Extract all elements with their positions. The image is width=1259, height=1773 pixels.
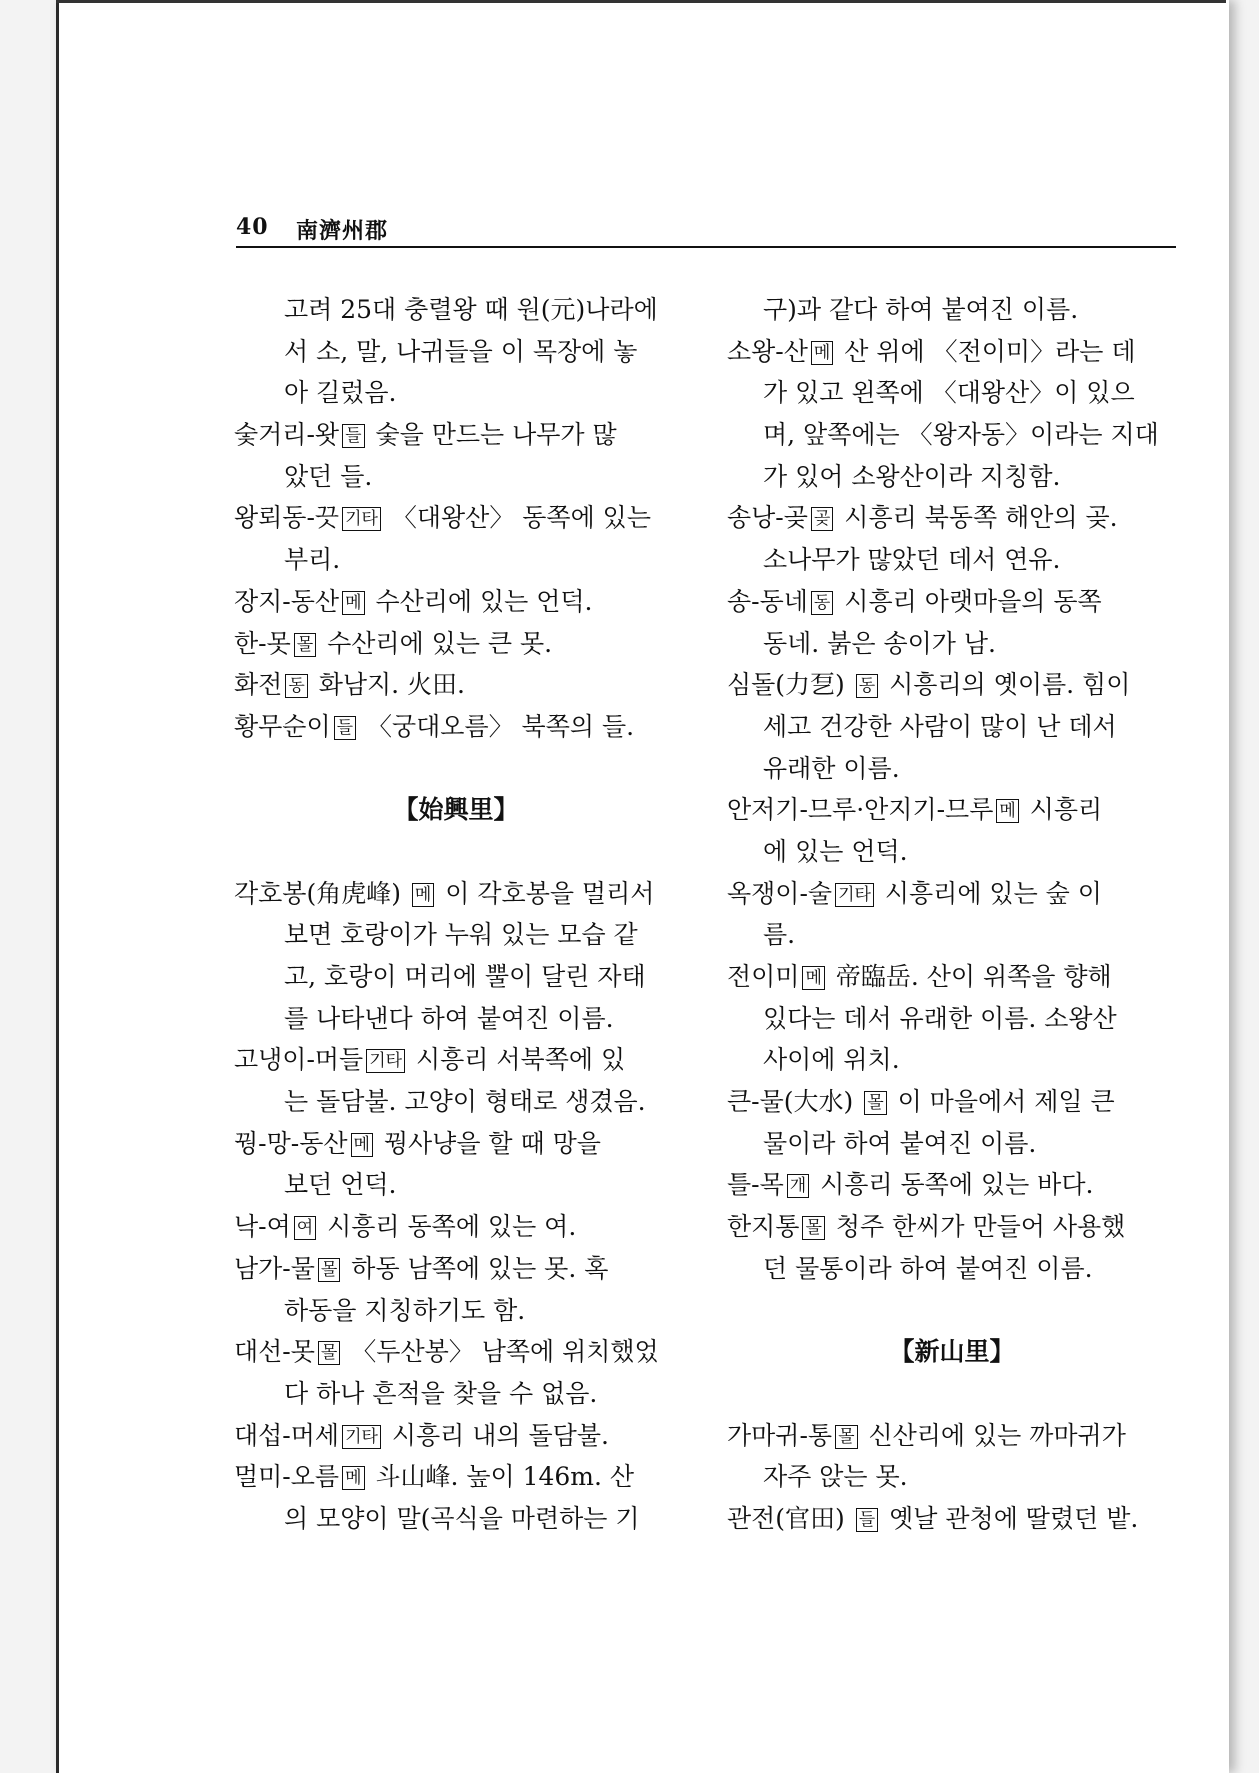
entry-line (727, 1164, 1177, 1206)
category-tag: 메 (811, 341, 833, 365)
entry-term: 심돌(力乭) (727, 670, 853, 700)
entry-description: 청주 한씨가 만들어 사용했 (827, 1212, 1126, 1242)
entry-line (727, 581, 1177, 623)
entry-description: 시흥리 (1021, 795, 1103, 825)
entry-line (234, 1456, 678, 1498)
category-tag: 몰 (318, 1258, 340, 1282)
entry-description: 시흥리 동쪽에 있는 여. (319, 1212, 577, 1242)
entry-term: 안저기-므루·안지기-므루 (727, 795, 994, 825)
category-tag: 몰 (802, 1216, 824, 1240)
text-line: 구)과 같다 하여 붙여진 이름. (763, 295, 1079, 324)
entry-line (234, 1248, 678, 1290)
text-line: 름. (763, 920, 796, 950)
category-tag: 들 (856, 1508, 878, 1532)
entry-description: 꿩사냥을 할 때 망을 (375, 1128, 601, 1158)
category-tag: 메 (996, 799, 1018, 823)
entry-line (727, 664, 1177, 706)
category-tag: 여 (294, 1216, 316, 1240)
section-heading: 【新山里】 (889, 1337, 1015, 1367)
category-tag: 몰 (294, 633, 316, 657)
entry-line (234, 873, 678, 915)
entry-description: 이 각호봉을 멀리서 (437, 878, 655, 908)
entry-line (727, 1081, 1177, 1123)
category-tag: 곶 (811, 507, 833, 531)
category-tag: 몰 (835, 1425, 857, 1449)
entry-description: 수산리에 있는 큰 못. (319, 628, 553, 658)
entry-line (234, 581, 678, 623)
entry-description: 시흥리 서북쪽에 있 (408, 1045, 626, 1075)
text-line: 하동을 지칭하기도 함. (284, 1295, 526, 1325)
text-line: 소나무가 많았던 데서 연유. (763, 545, 1061, 575)
entry-description: 시흥리의 옛이름. 힘이 (881, 670, 1131, 700)
entry-line (727, 789, 1177, 831)
text-line: 를 나타낸다 하여 붙여진 이름. (284, 1003, 614, 1033)
entry-line (727, 1206, 1177, 1248)
entry-term: 화전 (234, 670, 283, 700)
entry-line (727, 331, 1177, 373)
entry-term: 한지통 (727, 1212, 800, 1242)
entry-line (234, 497, 678, 539)
entry-description: 숯을 만드는 나무가 많 (367, 420, 617, 450)
entry-description: 시흥리 내의 돌담불. (383, 1420, 609, 1450)
text-line: 에 있는 언덕. (763, 836, 908, 866)
text-line: 았던 들. (284, 461, 373, 491)
entry-line (234, 1123, 678, 1165)
entry-description: 〈궁대오름〉 북쪽의 들. (359, 711, 635, 741)
spacer (234, 748, 678, 790)
category-tag: 기타 (342, 507, 381, 531)
text-line: 며, 앞쪽에는 〈왕자동〉이라는 지대 (763, 420, 1159, 450)
entry-term: 왕뢰동-끗 (234, 503, 340, 533)
entry-term: 송-동네 (727, 586, 808, 616)
entry-term: 황무순이 (234, 711, 331, 741)
entry-description: 옛날 관청에 딸렸던 밭. (881, 1503, 1139, 1533)
entry-line (727, 873, 1177, 915)
category-tag: 기타 (342, 1425, 381, 1449)
page-header (236, 212, 1176, 248)
entry-term: 큰-물(大水) (727, 1087, 862, 1117)
entry-description: 시흥리 아랫마을의 동쪽 (836, 586, 1102, 616)
category-tag: 기타 (366, 1049, 405, 1073)
text-line: 보던 언덕. (284, 1170, 397, 1200)
entry-description: 이 마을에서 제일 큰 (889, 1087, 1115, 1117)
entry-description: 산 위에 〈전이미〉라는 데 (836, 336, 1136, 366)
entry-term: 남가-물 (234, 1253, 315, 1283)
text-line: 사이에 위치. (763, 1045, 900, 1075)
entry-term: 옥쟁이-술 (727, 878, 833, 908)
text-line: 가 있고 왼쪽에 〈대왕산〉이 있으 (763, 378, 1135, 408)
text-line: 고, 호랑이 머리에 뿔이 달린 자태 (284, 962, 646, 991)
category-tag: 메 (802, 966, 824, 990)
page-number: 40 (236, 214, 269, 240)
spacer (727, 1373, 1177, 1415)
entry-description: 〈대왕산〉 동쪽에 있는 (383, 503, 651, 533)
category-tag: 동 (811, 591, 833, 615)
text-line: 동네. 붉은 송이가 남. (763, 628, 996, 658)
category-tag: 메 (342, 591, 364, 615)
category-tag: 들 (334, 716, 356, 740)
category-tag: 동 (285, 674, 307, 698)
entry-description: 斗山峰. 높이 146m. 산 (367, 1462, 635, 1492)
entry-term: 한-못 (234, 628, 291, 658)
entry-term: 고냉이-머들 (234, 1045, 364, 1075)
entry-line (234, 706, 678, 748)
left-column (234, 289, 678, 1540)
entry-term: 숯거리-왓 (234, 420, 340, 450)
text-line: 자주 앉는 못. (763, 1462, 908, 1492)
entry-term: 소왕-산 (727, 336, 808, 366)
entry-line (727, 1415, 1177, 1457)
category-tag: 몰 (318, 1341, 340, 1365)
entry-term: 멀미-오름 (234, 1462, 340, 1492)
category-tag: 기타 (835, 883, 874, 907)
category-tag: 동 (856, 674, 878, 698)
entry-line (727, 956, 1177, 998)
entry-description: 신산리에 있는 까마귀가 (860, 1420, 1126, 1450)
category-tag: 몰 (864, 1091, 886, 1115)
entry-line (234, 623, 678, 665)
page-top-edge (56, 0, 1226, 3)
entry-term: 대섭-머세 (234, 1420, 340, 1450)
text-line: 는 돌담불. 고양이 형태로 생겼음. (284, 1087, 646, 1117)
category-tag: 들 (342, 424, 364, 448)
entry-term: 전이미 (727, 962, 800, 991)
text-line: 있다는 데서 유래한 이름. 소왕산 (763, 1003, 1117, 1033)
entry-term: 장지-동산 (234, 586, 340, 616)
entry-term: 틀-목 (727, 1170, 784, 1200)
text-line: 다 하나 흔적을 찾을 수 없음. (284, 1378, 598, 1408)
spacer (234, 831, 678, 873)
text-line: 부리. (284, 545, 341, 575)
entry-line (727, 1498, 1177, 1540)
entry-description: 화남지. 火田. (310, 670, 465, 700)
text-line: 고려 25대 충렬왕 때 원(元)나라에 (284, 295, 658, 324)
entry-term: 가마귀-통 (727, 1420, 833, 1450)
entry-line (234, 1415, 678, 1457)
entry-line (234, 1039, 678, 1081)
text-line: 유래한 이름. (763, 753, 900, 783)
entry-line (234, 1331, 678, 1373)
entry-term: 낙-여 (234, 1212, 291, 1242)
entry-description: 시흥리 북동쪽 해안의 곶. (836, 503, 1118, 533)
category-tag: 메 (351, 1133, 373, 1157)
text-line: 의 모양이 말(곡식을 마련하는 기 (284, 1503, 640, 1533)
entry-term: 송낭-곶 (727, 503, 808, 533)
entry-line (234, 414, 678, 456)
right-column (727, 289, 1177, 1540)
text-line: 서 소, 말, 나귀들을 이 목장에 놓 (284, 336, 638, 366)
category-tag: 개 (787, 1174, 809, 1198)
entry-description: 〈두산봉〉 남쪽에 위치했었 (343, 1337, 659, 1367)
entry-description: 시흥리에 있는 숲 이 (876, 878, 1102, 908)
entry-term: 대선-못 (234, 1337, 315, 1367)
entry-term: 꿩-망-동산 (234, 1128, 348, 1158)
entry-description: 帝臨岳. 산이 위쪽을 향해 (827, 962, 1112, 991)
text-line: 물이라 하여 붙여진 이름. (763, 1128, 1037, 1158)
entry-description: 하동 남쪽에 있는 못. 혹 (343, 1253, 609, 1283)
entry-line (727, 497, 1177, 539)
text-line: 아 길렀음. (284, 378, 397, 408)
entry-description: 수산리에 있는 언덕. (367, 586, 593, 616)
category-tag: 메 (342, 1466, 364, 1490)
section-heading: 【始興里】 (393, 795, 519, 825)
entry-description: 시흥리 동쪽에 있는 바다. (812, 1170, 1094, 1200)
category-tag: 메 (412, 883, 434, 907)
entry-term: 각호봉(角虎峰) (234, 878, 409, 908)
entry-term: 관전(官田) (727, 1503, 853, 1533)
text-line: 가 있어 소왕산이라 지칭함. (763, 461, 1061, 491)
running-title: 南濟州郡 (296, 218, 389, 244)
entry-line (234, 664, 678, 706)
text-line: 보면 호랑이가 누워 있는 모습 같 (284, 920, 638, 950)
text-line: 던 물통이라 하여 붙여진 이름. (763, 1253, 1093, 1283)
text-line: 세고 건강한 사람이 많이 난 데서 (763, 711, 1117, 741)
spacer (727, 1290, 1177, 1332)
entry-line (234, 1206, 678, 1248)
